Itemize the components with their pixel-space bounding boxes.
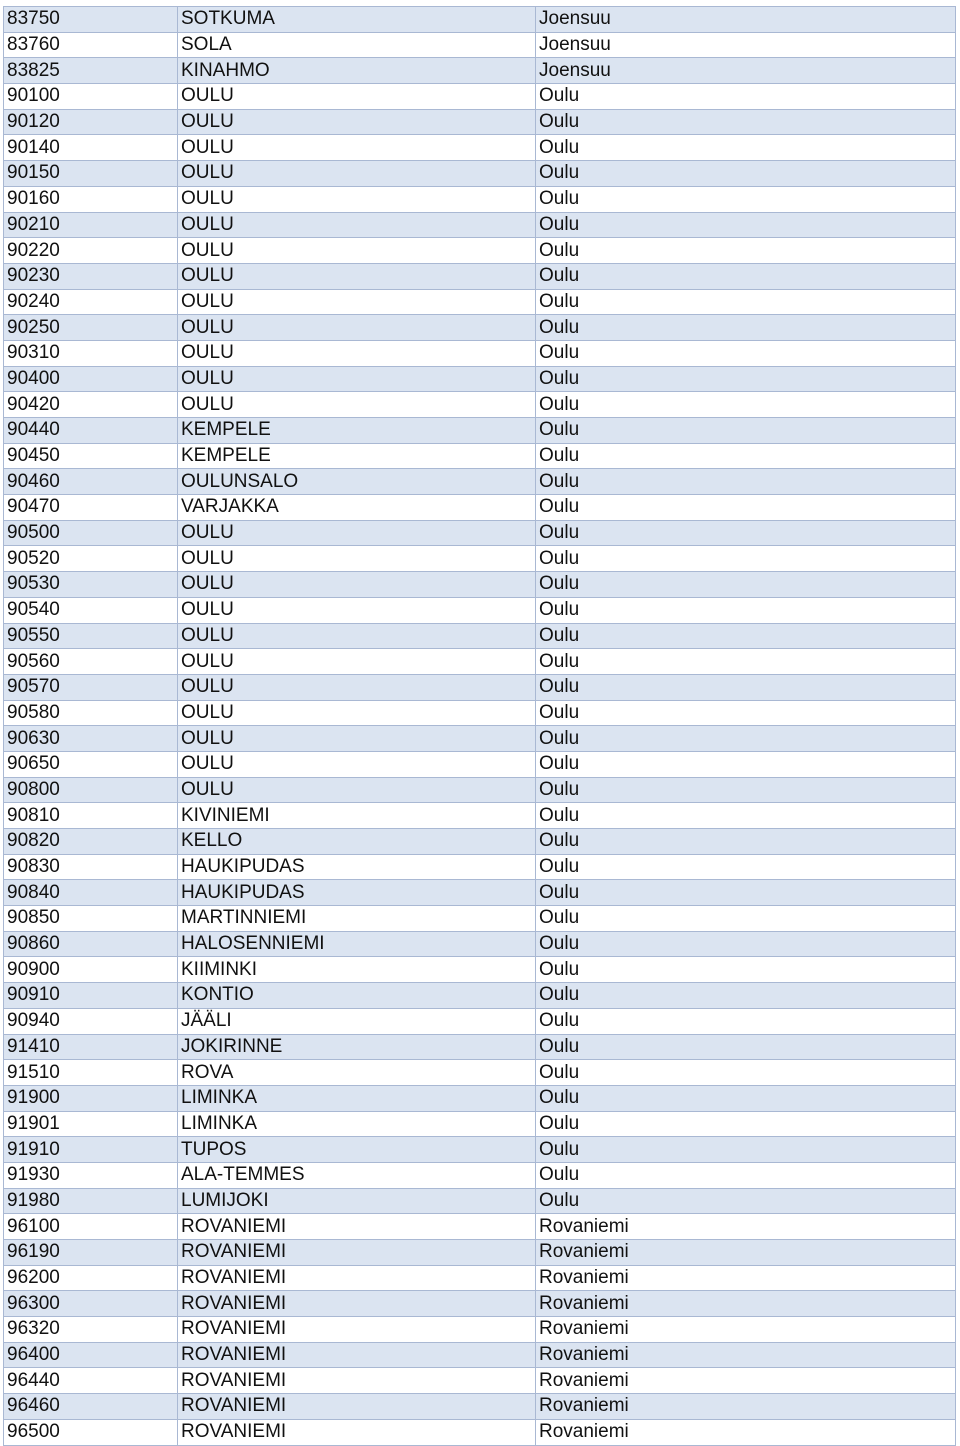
postal-code-table-body <box>4 7 956 1446</box>
postal-code-cell: 91410 <box>4 1034 178 1060</box>
region-cell: Oulu <box>536 1188 956 1214</box>
postal-code-cell: 90910 <box>4 983 178 1009</box>
table-row <box>4 880 956 906</box>
region-cell: Oulu <box>536 1137 956 1163</box>
locality-cell: OULU <box>178 572 536 598</box>
region-cell: Oulu <box>536 726 956 752</box>
postal-code-cell: 90120 <box>4 109 178 135</box>
postal-code-cell: 90440 <box>4 418 178 444</box>
locality-cell: ROVANIEMI <box>178 1317 536 1343</box>
region-cell: Oulu <box>536 315 956 341</box>
table-row <box>4 315 956 341</box>
postal-code-cell: 90100 <box>4 84 178 110</box>
postal-code-cell: 90650 <box>4 751 178 777</box>
postal-code-cell: 90940 <box>4 1008 178 1034</box>
postal-code-cell: 90470 <box>4 495 178 521</box>
locality-cell: KEMPELE <box>178 418 536 444</box>
region-cell: Oulu <box>536 161 956 187</box>
table-row <box>4 263 956 289</box>
region-cell: Oulu <box>536 186 956 212</box>
postal-code-cell: 90240 <box>4 289 178 315</box>
table-row <box>4 1265 956 1291</box>
table-row <box>4 957 956 983</box>
table-row <box>4 1419 956 1445</box>
region-cell: Rovaniemi <box>536 1419 956 1445</box>
locality-cell: OULUNSALO <box>178 469 536 495</box>
region-cell: Rovaniemi <box>536 1342 956 1368</box>
locality-cell: LIMINKA <box>178 1111 536 1137</box>
region-cell: Oulu <box>536 1111 956 1137</box>
locality-cell: OULU <box>178 366 536 392</box>
postal-code-cell: 90830 <box>4 854 178 880</box>
table-row <box>4 1291 956 1317</box>
region-cell: Rovaniemi <box>536 1240 956 1266</box>
locality-cell: ROVANIEMI <box>178 1419 536 1445</box>
table-row <box>4 469 956 495</box>
region-cell: Oulu <box>536 289 956 315</box>
table-row <box>4 1342 956 1368</box>
postal-code-cell: 90400 <box>4 366 178 392</box>
table-row <box>4 109 956 135</box>
locality-cell: HAUKIPUDAS <box>178 880 536 906</box>
region-cell: Oulu <box>536 854 956 880</box>
region-cell: Oulu <box>536 469 956 495</box>
table-row <box>4 58 956 84</box>
postal-code-cell: 96500 <box>4 1419 178 1445</box>
table-row <box>4 1394 956 1420</box>
postal-code-cell: 90540 <box>4 597 178 623</box>
region-cell: Oulu <box>536 931 956 957</box>
region-cell: Oulu <box>536 1034 956 1060</box>
table-row <box>4 238 956 264</box>
table-row <box>4 7 956 33</box>
locality-cell: MARTINNIEMI <box>178 906 536 932</box>
locality-cell: KONTIO <box>178 983 536 1009</box>
region-cell: Oulu <box>536 1060 956 1086</box>
postal-code-cell: 90310 <box>4 340 178 366</box>
postal-code-cell: 96320 <box>4 1317 178 1343</box>
locality-cell: LIMINKA <box>178 1085 536 1111</box>
table-row <box>4 906 956 932</box>
locality-cell: OULU <box>178 674 536 700</box>
postal-code-cell: 90500 <box>4 520 178 546</box>
locality-cell: OULU <box>178 289 536 315</box>
region-cell: Oulu <box>536 418 956 444</box>
region-cell: Oulu <box>536 212 956 238</box>
locality-cell: OULU <box>178 340 536 366</box>
postal-code-cell: 96300 <box>4 1291 178 1317</box>
postal-code-cell: 91930 <box>4 1162 178 1188</box>
region-cell: Oulu <box>536 803 956 829</box>
postal-code-cell: 90520 <box>4 546 178 572</box>
region-cell: Rovaniemi <box>536 1214 956 1240</box>
locality-cell: OULU <box>178 649 536 675</box>
locality-cell: ALA-TEMMES <box>178 1162 536 1188</box>
region-cell: Oulu <box>536 495 956 521</box>
postal-code-cell: 83825 <box>4 58 178 84</box>
postal-code-cell: 96460 <box>4 1394 178 1420</box>
postal-code-cell: 90630 <box>4 726 178 752</box>
region-cell: Oulu <box>536 572 956 598</box>
postal-code-cell: 90580 <box>4 700 178 726</box>
region-cell: Oulu <box>536 983 956 1009</box>
locality-cell: ROVANIEMI <box>178 1291 536 1317</box>
postal-code-cell: 90840 <box>4 880 178 906</box>
table-row <box>4 572 956 598</box>
locality-cell: OULU <box>178 135 536 161</box>
postal-code-cell: 90230 <box>4 263 178 289</box>
postal-code-cell: 90160 <box>4 186 178 212</box>
region-cell: Oulu <box>536 392 956 418</box>
postal-code-cell: 90820 <box>4 829 178 855</box>
locality-cell: ROVANIEMI <box>178 1214 536 1240</box>
postal-code-cell: 90220 <box>4 238 178 264</box>
region-cell: Oulu <box>536 597 956 623</box>
region-cell: Oulu <box>536 700 956 726</box>
table-row <box>4 854 956 880</box>
table-row <box>4 340 956 366</box>
region-cell: Oulu <box>536 109 956 135</box>
table-row <box>4 700 956 726</box>
table-row <box>4 1137 956 1163</box>
table-row <box>4 777 956 803</box>
table-row <box>4 674 956 700</box>
table-row <box>4 186 956 212</box>
locality-cell: OULU <box>178 546 536 572</box>
region-cell: Oulu <box>536 1162 956 1188</box>
locality-cell: OULU <box>178 700 536 726</box>
table-row <box>4 520 956 546</box>
locality-cell: ROVANIEMI <box>178 1394 536 1420</box>
region-cell: Oulu <box>536 674 956 700</box>
table-row <box>4 161 956 187</box>
locality-cell: ROVANIEMI <box>178 1240 536 1266</box>
locality-cell: LUMIJOKI <box>178 1188 536 1214</box>
locality-cell: JÄÄLI <box>178 1008 536 1034</box>
table-row <box>4 1368 956 1394</box>
region-cell: Oulu <box>536 1085 956 1111</box>
postal-code-cell: 90530 <box>4 572 178 598</box>
region-cell: Oulu <box>536 238 956 264</box>
postal-code-cell: 91980 <box>4 1188 178 1214</box>
postal-code-cell: 91901 <box>4 1111 178 1137</box>
table-row <box>4 649 956 675</box>
postal-code-cell: 91510 <box>4 1060 178 1086</box>
region-cell: Oulu <box>536 520 956 546</box>
locality-cell: OULU <box>178 212 536 238</box>
postal-code-cell: 90850 <box>4 906 178 932</box>
table-row <box>4 1060 956 1086</box>
region-cell: Oulu <box>536 1008 956 1034</box>
table-row <box>4 751 956 777</box>
region-cell: Oulu <box>536 84 956 110</box>
table-row <box>4 623 956 649</box>
table-row <box>4 829 956 855</box>
locality-cell: ROVANIEMI <box>178 1342 536 1368</box>
locality-cell: ROVANIEMI <box>178 1265 536 1291</box>
region-cell: Joensuu <box>536 7 956 33</box>
locality-cell: OULU <box>178 161 536 187</box>
region-cell: Oulu <box>536 623 956 649</box>
region-cell: Oulu <box>536 957 956 983</box>
table-row <box>4 32 956 58</box>
table-row <box>4 597 956 623</box>
locality-cell: OULU <box>178 315 536 341</box>
postal-code-cell: 90860 <box>4 931 178 957</box>
locality-cell: OULU <box>178 623 536 649</box>
table-row <box>4 1317 956 1343</box>
region-cell: Joensuu <box>536 32 956 58</box>
table-row <box>4 366 956 392</box>
table-row <box>4 289 956 315</box>
locality-cell: KIIMINKI <box>178 957 536 983</box>
region-cell: Oulu <box>536 880 956 906</box>
locality-cell: JOKIRINNE <box>178 1034 536 1060</box>
postal-code-cell: 90570 <box>4 674 178 700</box>
postal-code-cell: 96400 <box>4 1342 178 1368</box>
region-cell: Rovaniemi <box>536 1368 956 1394</box>
postal-code-cell: 91910 <box>4 1137 178 1163</box>
locality-cell: OULU <box>178 263 536 289</box>
locality-cell: OULU <box>178 751 536 777</box>
region-cell: Oulu <box>536 829 956 855</box>
postal-code-cell: 96100 <box>4 1214 178 1240</box>
postal-code-cell: 90250 <box>4 315 178 341</box>
postal-code-cell: 90450 <box>4 443 178 469</box>
locality-cell: SOTKUMA <box>178 7 536 33</box>
locality-cell: OULU <box>178 84 536 110</box>
table-row <box>4 983 956 1009</box>
region-cell: Oulu <box>536 135 956 161</box>
table-row <box>4 546 956 572</box>
locality-cell: HALOSENNIEMI <box>178 931 536 957</box>
locality-cell: OULU <box>178 186 536 212</box>
region-cell: Oulu <box>536 443 956 469</box>
table-row <box>4 1240 956 1266</box>
table-row <box>4 1034 956 1060</box>
postal-code-cell: 83760 <box>4 32 178 58</box>
postal-code-cell: 96440 <box>4 1368 178 1394</box>
table-row <box>4 726 956 752</box>
region-cell: Oulu <box>536 906 956 932</box>
table-row <box>4 418 956 444</box>
locality-cell: OULU <box>178 109 536 135</box>
postal-code-cell: 90560 <box>4 649 178 675</box>
table-row <box>4 803 956 829</box>
postal-code-cell: 90550 <box>4 623 178 649</box>
region-cell: Oulu <box>536 340 956 366</box>
postal-code-cell: 90140 <box>4 135 178 161</box>
table-row <box>4 495 956 521</box>
table-row <box>4 84 956 110</box>
locality-cell: ROVANIEMI <box>178 1368 536 1394</box>
postal-code-cell: 90810 <box>4 803 178 829</box>
table-row <box>4 1008 956 1034</box>
table-row <box>4 1162 956 1188</box>
table-row <box>4 1214 956 1240</box>
locality-cell: KELLO <box>178 829 536 855</box>
region-cell: Rovaniemi <box>536 1317 956 1343</box>
region-cell: Oulu <box>536 263 956 289</box>
table-row <box>4 443 956 469</box>
region-cell: Rovaniemi <box>536 1394 956 1420</box>
region-cell: Oulu <box>536 751 956 777</box>
table-row <box>4 212 956 238</box>
postal-code-cell: 90420 <box>4 392 178 418</box>
locality-cell: HAUKIPUDAS <box>178 854 536 880</box>
region-cell: Rovaniemi <box>536 1291 956 1317</box>
locality-cell: TUPOS <box>178 1137 536 1163</box>
locality-cell: ROVA <box>178 1060 536 1086</box>
postal-code-cell: 91900 <box>4 1085 178 1111</box>
locality-cell: OULU <box>178 392 536 418</box>
table-row <box>4 931 956 957</box>
postal-code-table <box>3 6 956 1446</box>
postal-code-cell: 96200 <box>4 1265 178 1291</box>
locality-cell: SOLA <box>178 32 536 58</box>
region-cell: Oulu <box>536 777 956 803</box>
locality-cell: OULU <box>178 726 536 752</box>
locality-cell: KIVINIEMI <box>178 803 536 829</box>
region-cell: Rovaniemi <box>536 1265 956 1291</box>
locality-cell: OULU <box>178 597 536 623</box>
region-cell: Oulu <box>536 649 956 675</box>
locality-cell: OULU <box>178 238 536 264</box>
region-cell: Joensuu <box>536 58 956 84</box>
region-cell: Oulu <box>536 366 956 392</box>
table-row <box>4 1111 956 1137</box>
postal-code-cell: 96190 <box>4 1240 178 1266</box>
locality-cell: VARJAKKA <box>178 495 536 521</box>
postal-code-cell: 83750 <box>4 7 178 33</box>
postal-code-cell: 90460 <box>4 469 178 495</box>
locality-cell: OULU <box>178 520 536 546</box>
postal-code-cell: 90800 <box>4 777 178 803</box>
locality-cell: KINAHMO <box>178 58 536 84</box>
table-row <box>4 1085 956 1111</box>
postal-code-cell: 90210 <box>4 212 178 238</box>
locality-cell: KEMPELE <box>178 443 536 469</box>
table-row <box>4 1188 956 1214</box>
region-cell: Oulu <box>536 546 956 572</box>
table-row <box>4 135 956 161</box>
locality-cell: OULU <box>178 777 536 803</box>
postal-code-cell: 90150 <box>4 161 178 187</box>
table-row <box>4 392 956 418</box>
postal-code-cell: 90900 <box>4 957 178 983</box>
